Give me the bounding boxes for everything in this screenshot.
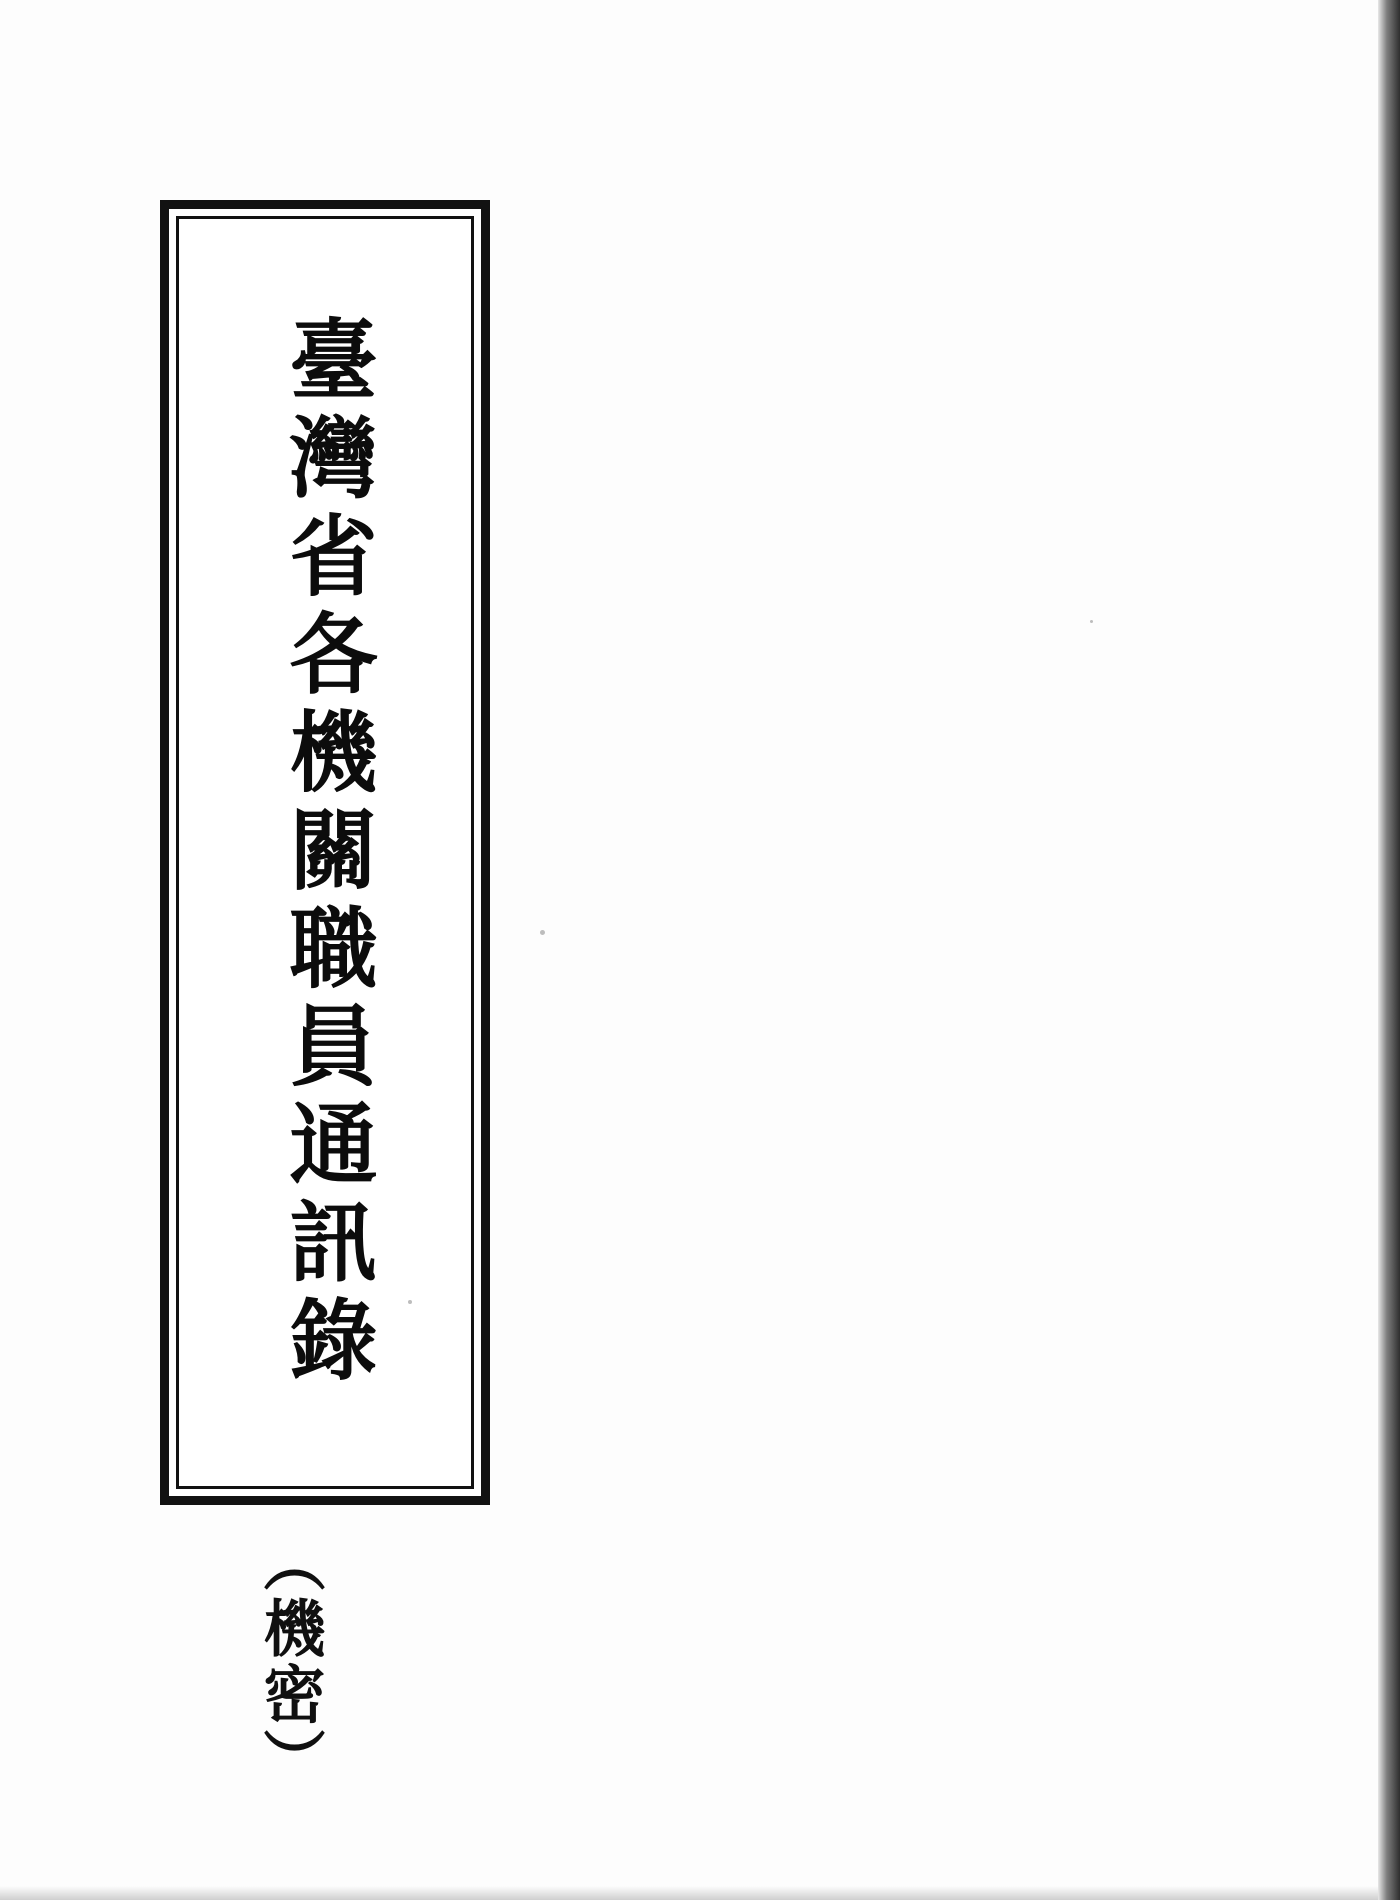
- scan-speckle: [540, 930, 545, 935]
- cartouche-inner-gap: [169, 209, 481, 1496]
- scan-speckle: [408, 1300, 412, 1304]
- title-cartouche-frame: [160, 200, 490, 1505]
- classification-marking: （機密）: [253, 1530, 326, 1794]
- cartouche-inner-rule: [176, 216, 474, 1489]
- scan-speckle: [1090, 620, 1093, 623]
- book-binding-edge: [1378, 0, 1400, 1900]
- scan-bottom-shadow: [0, 1886, 1378, 1900]
- book-title-vertical: 臺灣省各機關職員通訊錄: [275, 313, 380, 1392]
